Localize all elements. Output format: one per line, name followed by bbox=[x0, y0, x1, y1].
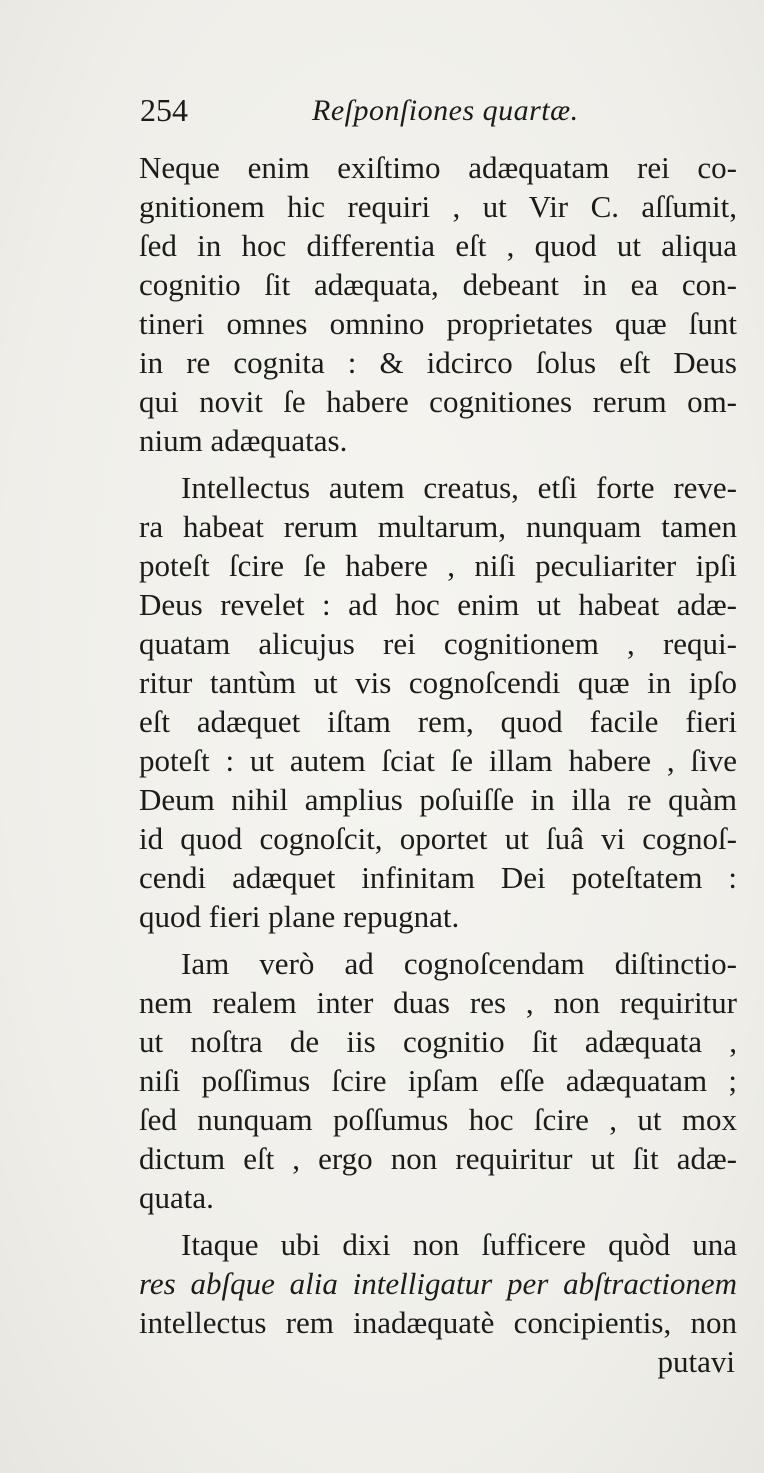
text-line: Deum nihil amplius poſuiſſe in illa re quàm bbox=[139, 782, 737, 817]
text-line: cendi adæquet infinitam Dei poteſtatem : bbox=[139, 860, 737, 895]
text-line: Neque enim exiſtimo adæquatam rei co- bbox=[139, 150, 737, 185]
paragraph bbox=[139, 1225, 737, 1342]
text-line: ra habeat rerum multarum, nunquam tamen bbox=[139, 509, 737, 544]
text-line: tineri omnes omnino proprietates quæ ſunt bbox=[139, 306, 737, 341]
text-line: ut noſtra de iis cognitio ſit adæquata , bbox=[139, 1024, 737, 1059]
paragraph bbox=[139, 468, 737, 936]
text-line: nium adæquatas. bbox=[139, 423, 348, 458]
text-line: quatam alicujus rei cognitionem , requi- bbox=[139, 626, 737, 661]
page-number: 254 bbox=[140, 92, 188, 128]
text-line: nem realem inter duas res , non requiritur bbox=[139, 985, 737, 1020]
text-line: niſi poſſimus ſcire ipſam eſſe adæquatam ; bbox=[139, 1063, 737, 1098]
text-line: Iam verò ad cognoſcendam diſtinctio- bbox=[181, 946, 737, 981]
text-line: quod fieri plane repugnat. bbox=[139, 899, 460, 934]
text-line: intellectus rem inadæquatè concipientis, non bbox=[139, 1305, 737, 1340]
text-line: Deus revelet : ad hoc enim ut habeat adæ- bbox=[139, 587, 737, 622]
running-head: Reſponſiones quartæ. bbox=[312, 94, 579, 127]
text-line: ritur tantùm ut vis cognoſcendi quæ in ipſo bbox=[139, 665, 737, 700]
page-header bbox=[140, 92, 740, 142]
text-line: in re cognita : & idcirco ſolus eſt Deus bbox=[139, 345, 737, 380]
catchword: putavi bbox=[657, 1344, 735, 1379]
body-text bbox=[139, 148, 737, 1381]
text-line: res abſque alia intelligatur per abſtractionem bbox=[139, 1266, 737, 1301]
text-line: dictum eſt , ergo non requiritur ut ſit adæ- bbox=[139, 1141, 737, 1176]
text-line: cognitio ſit adæquata, debeant in ea con- bbox=[139, 267, 737, 302]
text-line: poteſt ſcire ſe habere , niſi peculiariter ipſi bbox=[139, 548, 737, 583]
text-line: ſed in hoc differentia eſt , quod ut aliqua bbox=[139, 228, 737, 263]
text-line: quata. bbox=[139, 1180, 214, 1215]
paragraph bbox=[139, 148, 737, 460]
text-line: eſt adæquet iſtam rem, quod facile fieri bbox=[139, 704, 737, 739]
text-line: Intellectus autem creatus, etſi forte reve- bbox=[181, 470, 737, 505]
text-line: ſed nunquam poſſumus hoc ſcire , ut mox bbox=[139, 1102, 737, 1137]
paragraph bbox=[139, 944, 737, 1217]
text-line: id quod cognoſcit, oportet ut ſuâ vi cognoſ- bbox=[139, 821, 737, 856]
text-line: poteſt : ut autem ſciat ſe illam habere , ſive bbox=[139, 743, 737, 778]
text-line: Itaque ubi dixi non ſufficere quòd una bbox=[181, 1227, 737, 1262]
text-line: gnitionem hic requiri , ut Vir C. aſſumit, bbox=[139, 189, 737, 224]
text-line: qui novit ſe habere cognitiones rerum om- bbox=[139, 384, 737, 419]
